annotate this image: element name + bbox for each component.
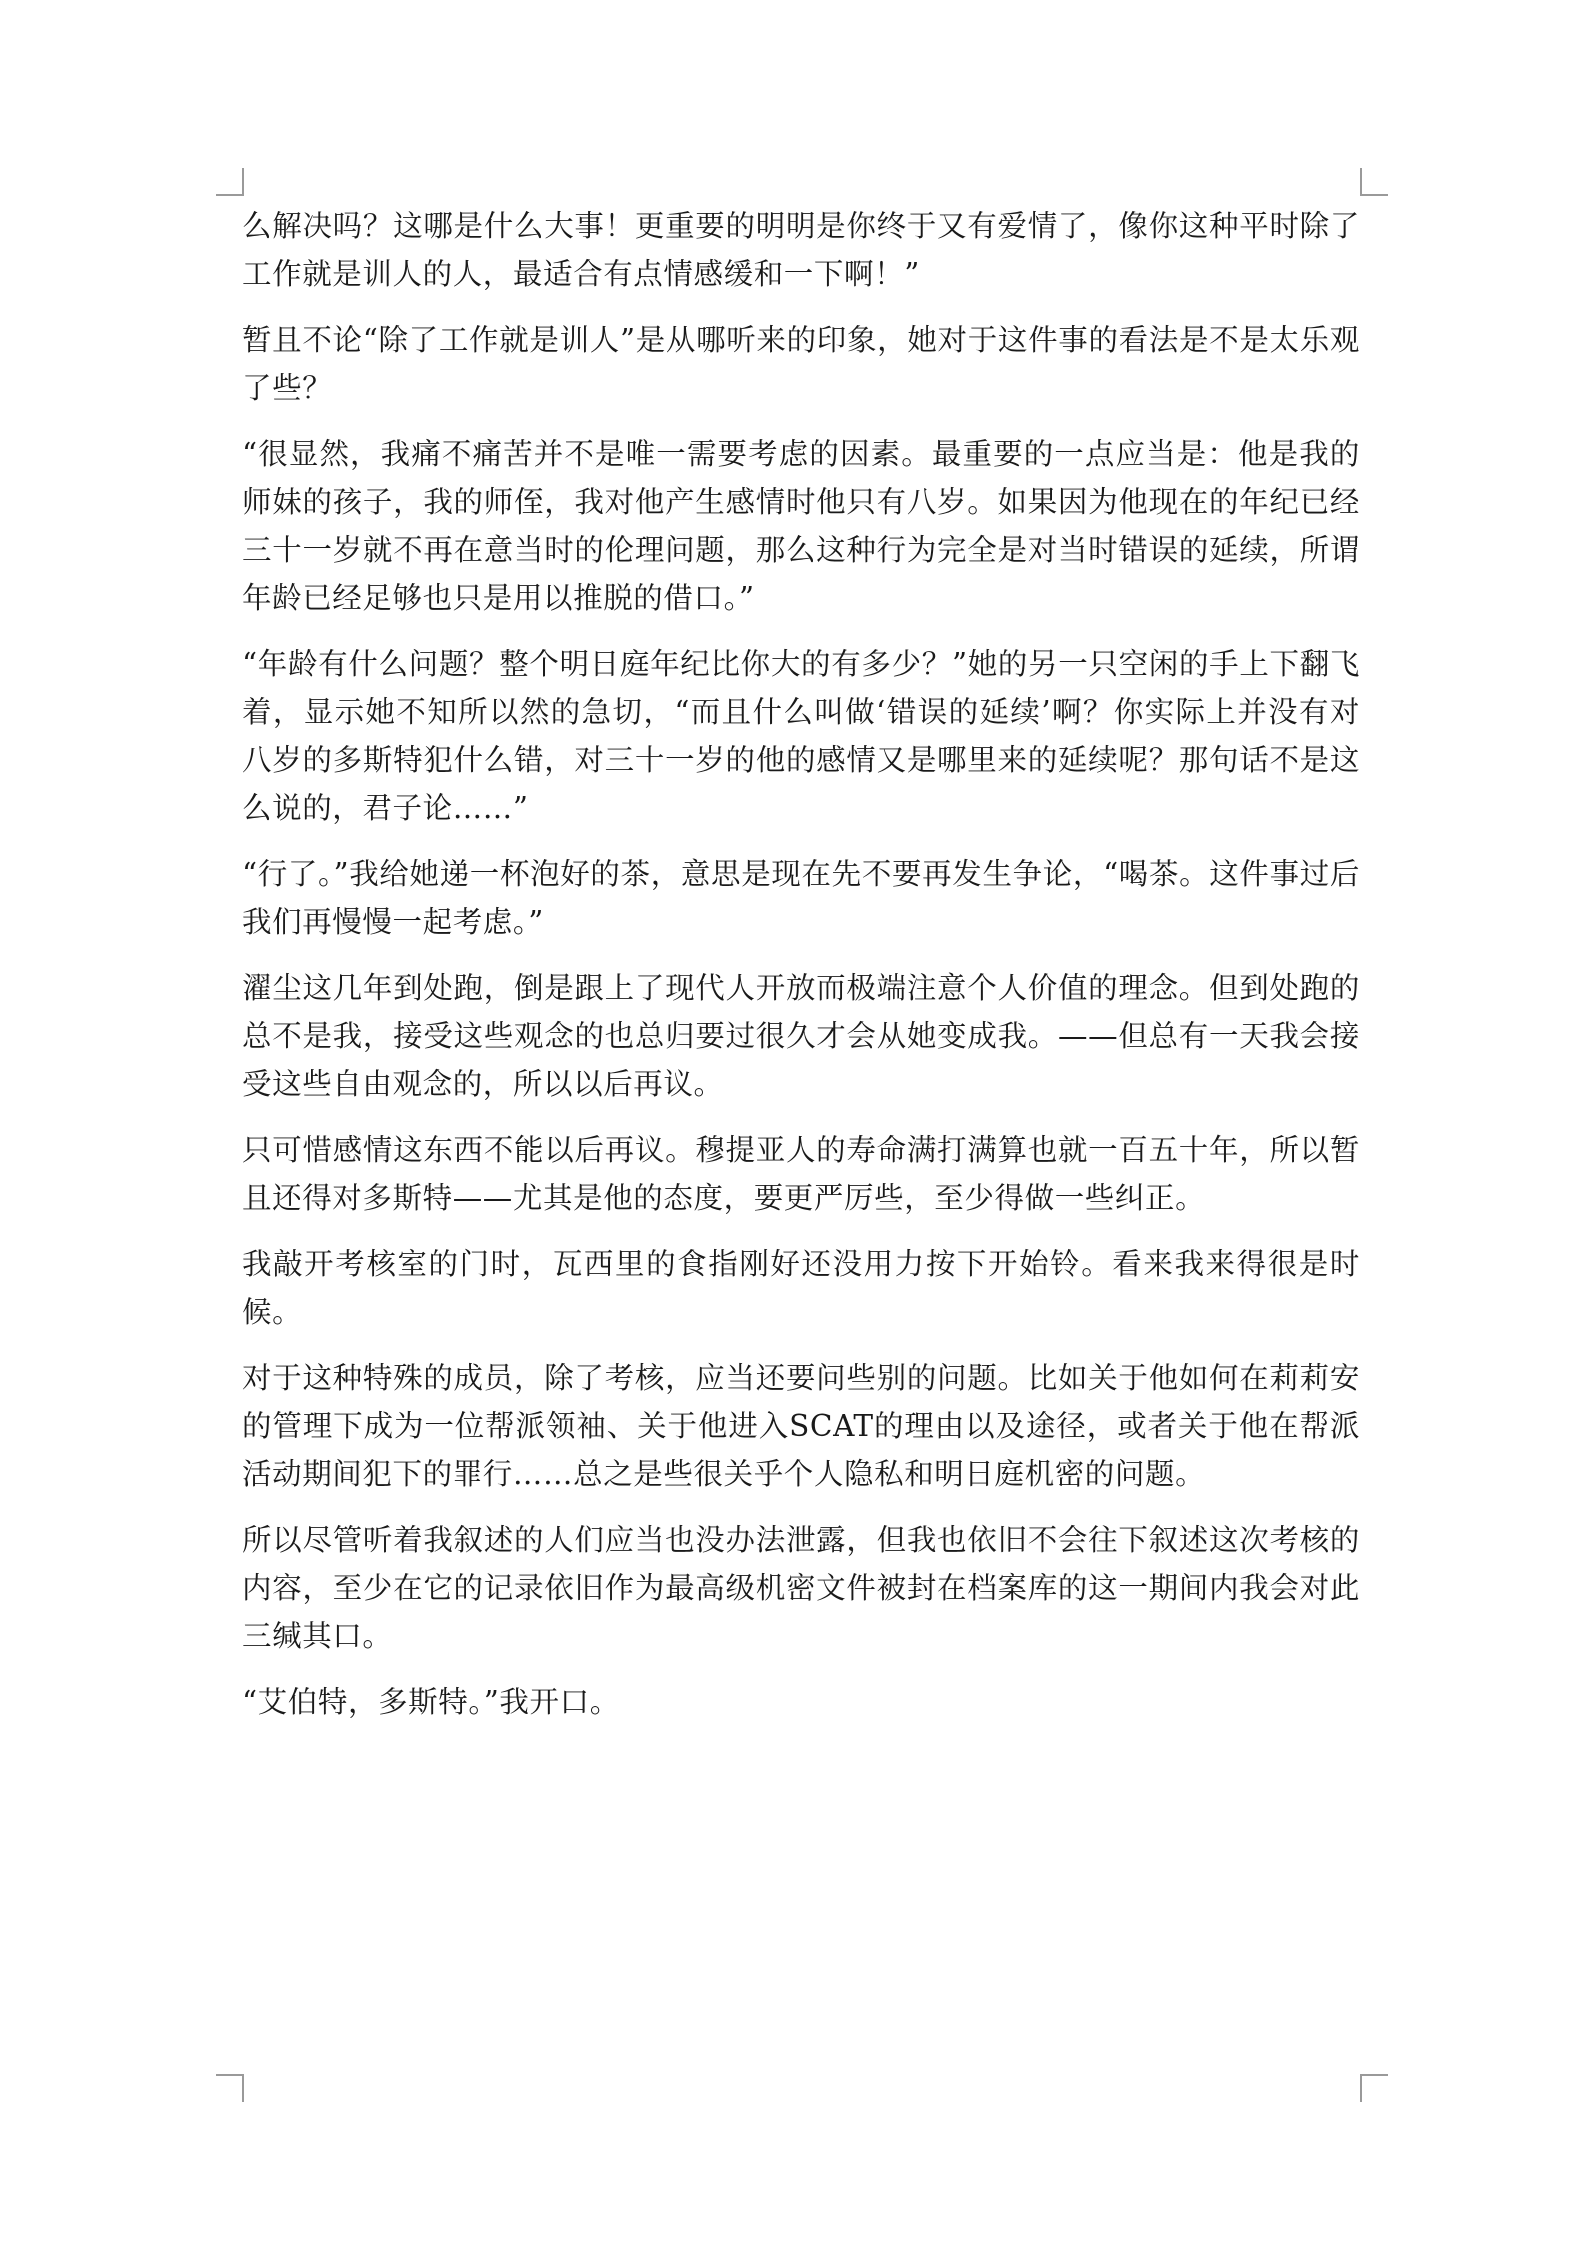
paragraph: 濯尘这几年到处跑，倒是跟上了现代人开放而极端注意个人价值的理念。但到处跑的总不是我，接受这些观念的也总归要过很久才会从她变成我。——但总有一天我会接受这些自由观念的，所以以后再议。 (242, 971, 1360, 1101)
paragraph: “很显然，我痛不痛苦并不是唯一需要考虑的因素。最重要的一点应当是：他是我的师妹的孩子，我的师侄，我对他产生感情时他只有八岁。如果因为他现在的年纪已经三十一岁就不再在意当时的伦理问题，那么这种行为完全是对当时错误的延续，所谓年龄已经足够也只是用以推脱的借口。” (242, 437, 1360, 615)
paragraph: “行了。”我给她递一杯泡好的茶，意思是现在先不要再发生争论，“喝茶。这件事过后我们再慢慢一起考虑。” (242, 857, 1360, 939)
margin-mark-top-left (216, 168, 244, 196)
document-body (242, 202, 1360, 1744)
margin-mark-bottom-right (1360, 2074, 1388, 2102)
paragraph: 只可惜感情这东西不能以后再议。穆提亚人的寿命满打满算也就一百五十年，所以暂且还得对多斯特——尤其是他的态度，要更严厉些，至少得做一些纠正。 (242, 1133, 1360, 1215)
paragraph: “年龄有什么问题？整个明日庭年纪比你大的有多少？”她的另一只空闲的手上下翻飞着，显示她不知所以然的急切，“而且什么叫做‘错误的延续’啊？你实际上并没有对八岁的多斯特犯什么错，对三十一岁的他的感情又是哪里来的延续呢？那句话不是这么说的，君子论……” (242, 647, 1360, 825)
paragraph: 么解决吗？这哪是什么大事！更重要的明明是你终于又有爱情了，像你这种平时除了工作就是训人的人，最适合有点情感缓和一下啊！” (242, 209, 1360, 291)
paragraph: 暂且不论“除了工作就是训人”是从哪听来的印象，她对于这件事的看法是不是太乐观了些？ (242, 323, 1360, 405)
paragraph: “艾伯特，多斯特。”我开口。 (242, 1685, 620, 1719)
paragraph: 我敲开考核室的门时，瓦西里的食指刚好还没用力按下开始铃。看来我来得很是时候。 (242, 1247, 1360, 1329)
paragraph: 对于这种特殊的成员，除了考核，应当还要问些别的问题。比如关于他如何在莉莉安的管理下成为一位帮派领袖、关于他进入SCAT的理由以及途径，或者关于他在帮派活动期间犯下的罪行……总之是些很关乎个人隐私和明日庭机密的问题。 (242, 1361, 1360, 1491)
paragraph: 所以尽管听着我叙述的人们应当也没办法泄露，但我也依旧不会往下叙述这次考核的内容，至少在它的记录依旧作为最高级机密文件被封在档案库的这一期间内我会对此三缄其口。 (242, 1523, 1360, 1653)
margin-mark-bottom-left (216, 2074, 244, 2102)
margin-mark-top-right (1360, 168, 1388, 196)
